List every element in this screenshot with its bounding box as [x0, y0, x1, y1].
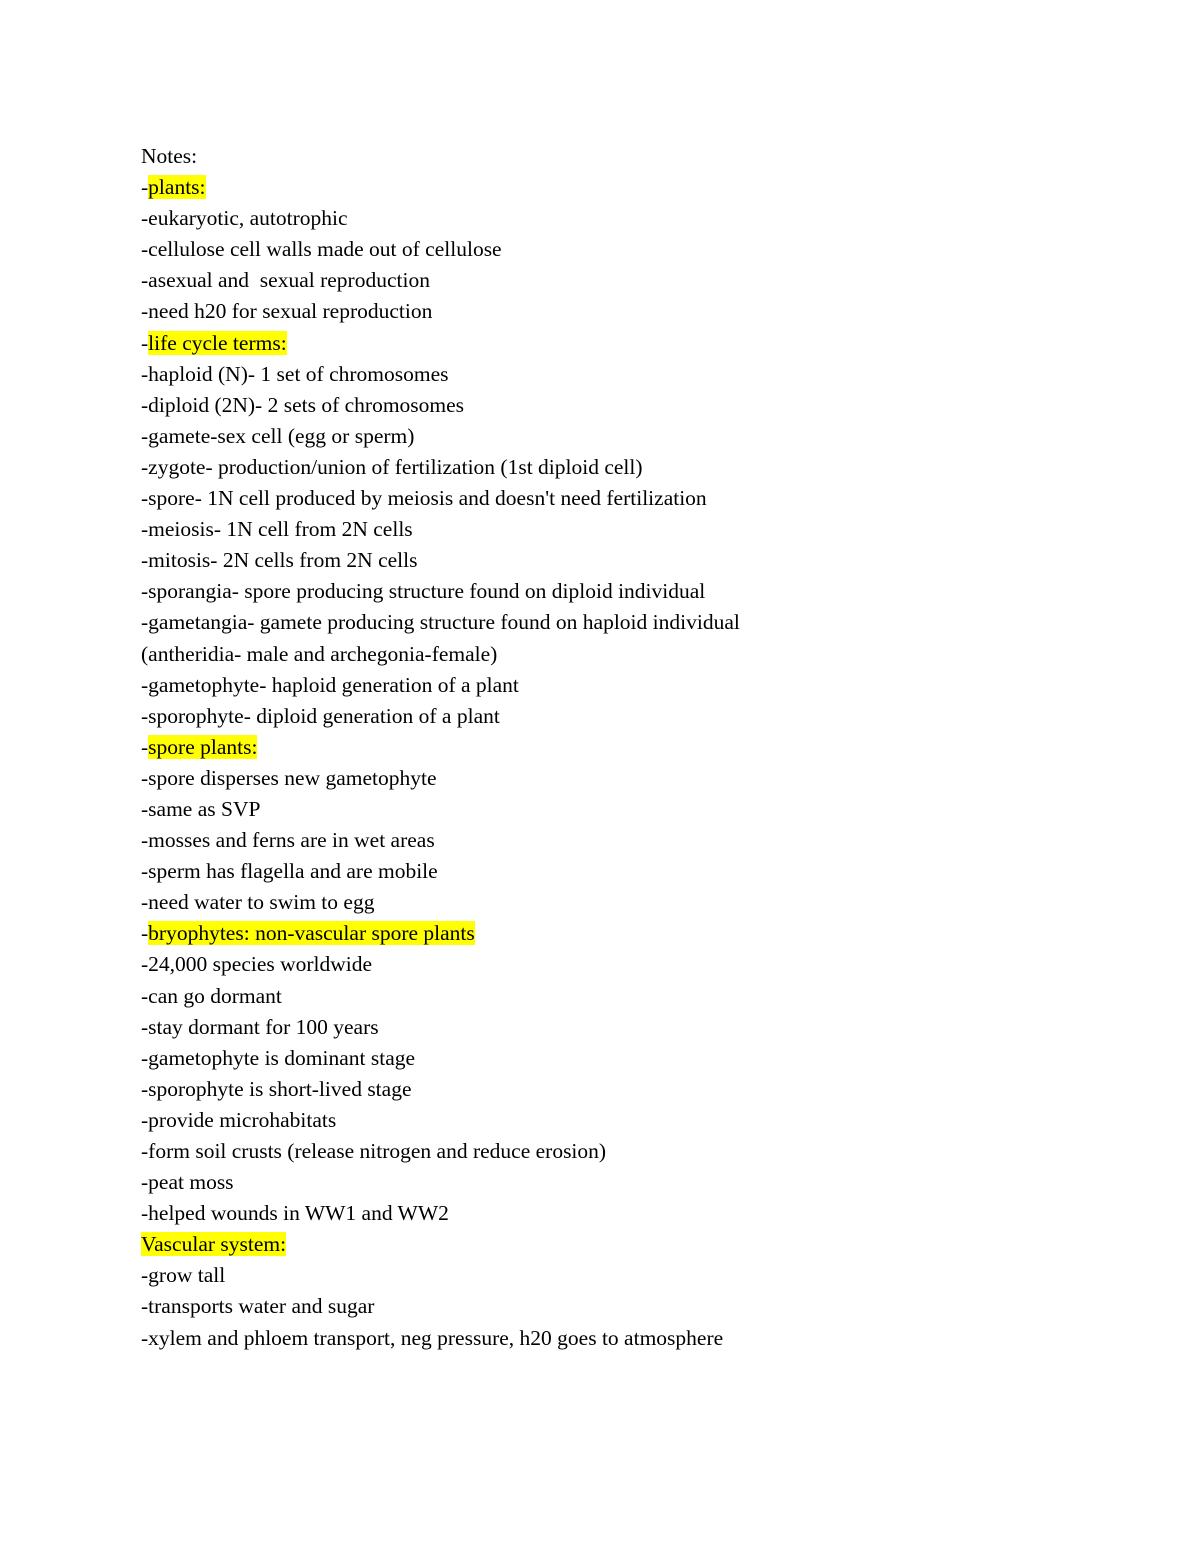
line-text: -gametophyte- haploid generation of a plant	[141, 672, 519, 697]
note-line	[141, 265, 1141, 296]
line-text: -stay dormant for 100 years	[141, 1014, 379, 1039]
line-text: -need h20 for sexual reproduction	[141, 299, 433, 324]
highlighted-heading-text: plants:	[148, 175, 206, 200]
note-line	[141, 1136, 1141, 1167]
line-text: -asexual and sexual reproduction	[141, 268, 430, 293]
note-line	[141, 203, 1141, 234]
line-text: -sperm has flagella and are mobile	[141, 859, 438, 884]
note-line	[141, 763, 1141, 794]
note-line	[141, 825, 1141, 856]
line-text: -meiosis- 1N cell from 2N cells	[141, 517, 413, 542]
note-line	[141, 1105, 1141, 1136]
note-line	[141, 576, 1141, 607]
note-line	[141, 1074, 1141, 1105]
heading-line	[141, 172, 1141, 203]
heading-line	[141, 918, 1141, 949]
line-text: -can go dormant	[141, 983, 282, 1008]
highlighted-heading-text: spore plants:	[148, 734, 258, 759]
note-line	[141, 1198, 1141, 1229]
heading-line	[141, 1229, 1141, 1260]
note-line	[141, 607, 1141, 638]
note-line	[141, 141, 1141, 172]
note-line	[141, 670, 1141, 701]
note-line	[141, 639, 1141, 670]
line-text: -haploid (N)- 1 set of chromosomes	[141, 361, 449, 386]
line-text: -xylem and phloem transport, neg pressure, h20 goes to atmosphere	[141, 1325, 724, 1350]
note-line	[141, 296, 1141, 327]
line-text: -gamete-sex cell (egg or sperm)	[141, 423, 415, 448]
line-text: -form soil crusts (release nitrogen and reduce erosion)	[141, 1139, 607, 1163]
note-line	[141, 856, 1141, 887]
line-text: -transports water and sugar	[141, 1294, 375, 1319]
line-text: -zygote- production/union of fertilization (1st diploid cell)	[141, 454, 643, 479]
line-text: -helped wounds in WW1 and WW2	[141, 1201, 449, 1226]
note-line	[141, 421, 1141, 452]
line-text: -sporophyte- diploid generation of a plant	[141, 703, 500, 728]
note-line	[141, 483, 1141, 514]
highlighted-heading-text: Vascular system:	[141, 1232, 287, 1257]
line-text: -spore- 1N cell produced by meiosis and doesn't need fertilization	[141, 486, 707, 511]
note-line	[141, 514, 1141, 545]
line-text: -peat moss	[141, 1170, 234, 1195]
note-line	[141, 1291, 1141, 1322]
note-line	[141, 981, 1141, 1012]
note-line	[141, 359, 1141, 390]
line-text: -diploid (2N)- 2 sets of chromosomes	[141, 392, 465, 417]
line-text: (antheridia- male and archegonia-female)	[141, 641, 498, 666]
line-prefix: -	[141, 330, 149, 355]
note-line	[141, 452, 1141, 483]
line-prefix: -	[141, 175, 149, 200]
note-line	[141, 234, 1141, 265]
line-text: -provide microhabitats	[141, 1107, 337, 1132]
highlighted-heading-text: bryophytes: non-vascular spore plants	[148, 921, 475, 946]
line-text: Notes:	[141, 144, 198, 168]
line-text: -cellulose cell walls made out of cellulose	[141, 237, 502, 262]
notes-body	[141, 141, 1141, 1354]
line-text: -same as SVP	[141, 796, 261, 821]
line-text: -mitosis- 2N cells from 2N cells	[141, 548, 418, 573]
line-text: -mosses and ferns are in wet areas	[141, 828, 435, 853]
line-text: -need water to swim to egg	[141, 890, 375, 915]
line-text: -24,000 species worldwide	[141, 952, 373, 977]
note-line	[141, 390, 1141, 421]
line-text: -gametangia- gamete producing structure found on haploid individual	[141, 610, 740, 635]
line-text: -sporophyte is short-lived stage	[141, 1076, 412, 1101]
note-line	[141, 887, 1141, 918]
note-line	[141, 794, 1141, 825]
line-text: -spore disperses new gametophyte	[141, 765, 437, 790]
note-line	[141, 1167, 1141, 1198]
line-text: -grow tall	[141, 1263, 226, 1288]
line-prefix: -	[141, 734, 149, 759]
line-text: -eukaryotic, autotrophic	[141, 206, 348, 231]
note-line	[141, 701, 1141, 732]
note-line	[141, 1323, 1141, 1354]
note-line	[141, 949, 1141, 980]
line-prefix: -	[141, 921, 149, 946]
heading-line	[141, 732, 1141, 763]
heading-line	[141, 328, 1141, 359]
highlighted-heading-text: life cycle terms:	[148, 330, 287, 355]
note-line	[141, 545, 1141, 576]
note-line	[141, 1260, 1141, 1291]
note-line	[141, 1043, 1141, 1074]
note-line	[141, 1012, 1141, 1043]
line-text: -sporangia- spore producing structure found on diploid individual	[141, 579, 706, 604]
line-text: -gametophyte is dominant stage	[141, 1045, 416, 1070]
